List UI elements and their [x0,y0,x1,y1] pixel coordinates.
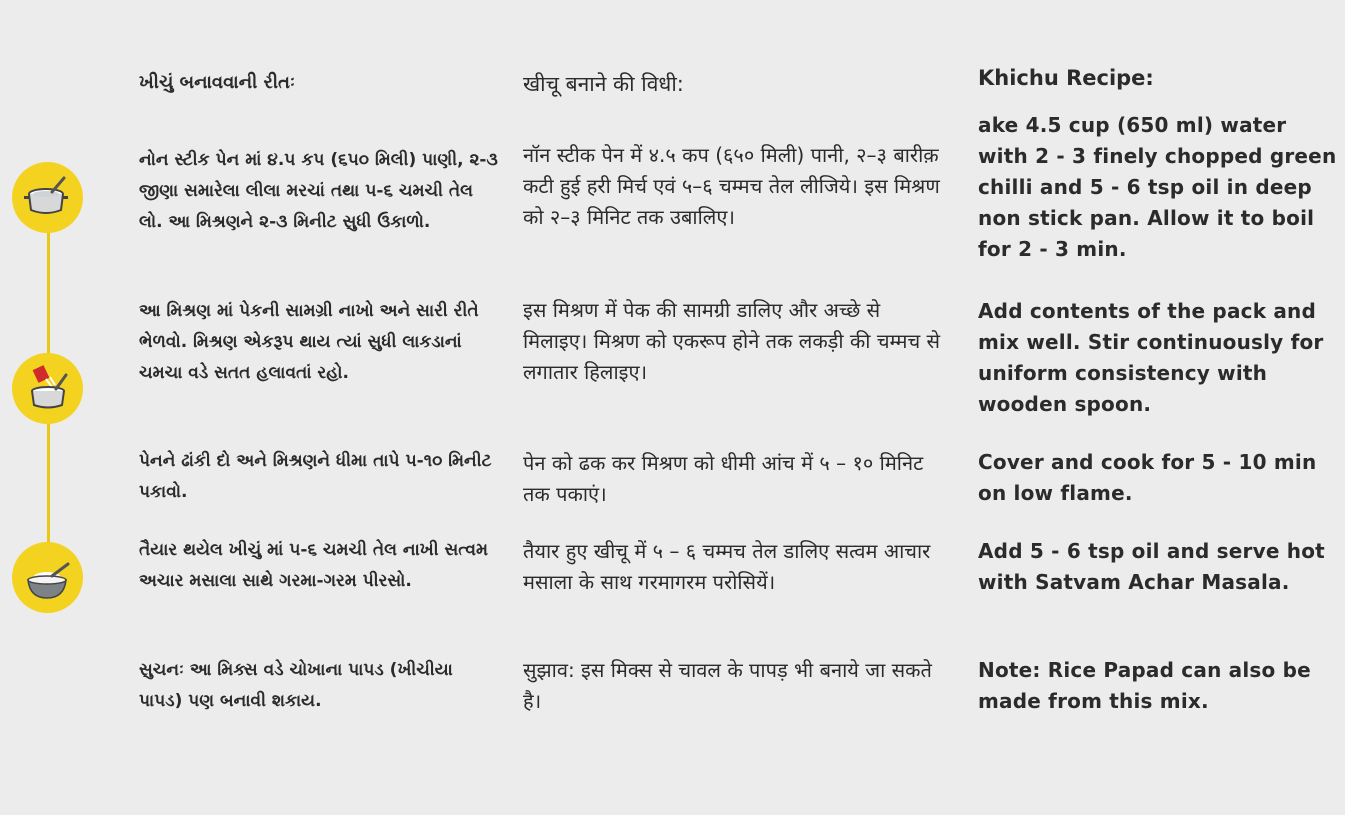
english-step-1: ake 4.5 cup (650 ml) water with 2 - 3 finely chopped green chilli and 5 - 6 tsp oil in deep non stick pan. Allow it to boil for 2 - 3 min. [978,113,1337,261]
hindi-heading: खीचू बनाने की विधी: [523,72,684,96]
gujarati-step-5: સુચનઃ આ મિક્સ વડે ચોખાના પાપડ (ખીચીયા પાપડ) પણ બનાવી શકાય. [139,660,453,711]
gujarati-step-2: આ મિશ્રણ માં પેકની સામગ્રી નાખો અને સારી રીતે ભેળવો. મિશ્રણ એકરૂપ થાય ત્યાં સુધી લાકડાનાં ચમચા વડે સતત હલાવતાં રહો. [139,301,479,383]
english-heading: Khichu Recipe: [978,66,1154,90]
gujarati-step-4: તૈયાર થયેલ ખીચું માં ૫-૬ ચમચી તેલ નાખી સત્વમ અચાર મસાલા સાથે ગરમા-ગરમ પીરસો. [139,540,488,591]
pack-into-pot-icon [22,363,74,415]
hindi-step-5: सुझाव: इस मिक्स से चावल के पापड़ भी बनाये जा सकते है। [523,658,932,713]
pot-icon [22,172,74,224]
hindi-step-4: तैयार हुए खीचू में ५ – ६ चम्मच तेल डालिए सत्वम आचार मसाला के साथ गरमागरम परोसियें। [523,539,931,594]
hindi-step-2: इस मिश्रण में पेक की सामग्री डालिए और अच्छे से मिलाइए। मिश्रण को एकरूप होने तक लकड़ी की चम्मच से लगातार हिलाइए। [523,298,941,384]
gujarati-step-3: પેનને ઢાંકી દો અને મિશ્રણને ધીમા તાપે ૫-૧૦ મિનીટ પકાવો. [139,451,492,502]
step-icon-circle-3 [12,542,83,613]
hindi-step-3: पेन को ढक कर मिश्रण को धीमी आंच में ५ – १० मिनिट तक पकाएं। [523,451,924,506]
step-icon-circle-1 [12,162,83,233]
hindi-step-1: नॉन स्टीक पेन में ४.५ कप (६५० मिली) पानी, २–३ बारीक़ कटी हुई हरी मिर्च एवं ५–६ चम्मच तेल लीजिये। इस मिश्रण को २–३ मिनिट तक उबालिए। [523,143,940,229]
gujarati-step-1: નોન સ્ટીક પેન માં ૪.૫ કપ (૬૫૦ મિલી) પાણી, ૨-૩ જીણા સમારેલા લીલા મરચાં તથા ૫-૬ ચમચી તેલ લો. આ મિશ્રણને ૨-૩ મિનીટ સુધી ઉકાળો. [139,150,498,232]
english-step-3: Cover and cook for 5 - 10 min on low flame. [978,450,1317,505]
english-step-4: Add 5 - 6 tsp oil and serve hot with Satvam Achar Masala. [978,539,1325,594]
step-icon-circle-2 [12,353,83,424]
serving-bowl-icon [22,552,74,604]
english-step-2: Add contents of the pack and mix well. Stir continuously for uniform consistency with wooden spoon. [978,299,1324,416]
gujarati-heading: ખીચું બનાવવાની રીતઃ [139,72,296,93]
english-step-5: Note: Rice Papad can also be made from this mix. [978,658,1311,713]
